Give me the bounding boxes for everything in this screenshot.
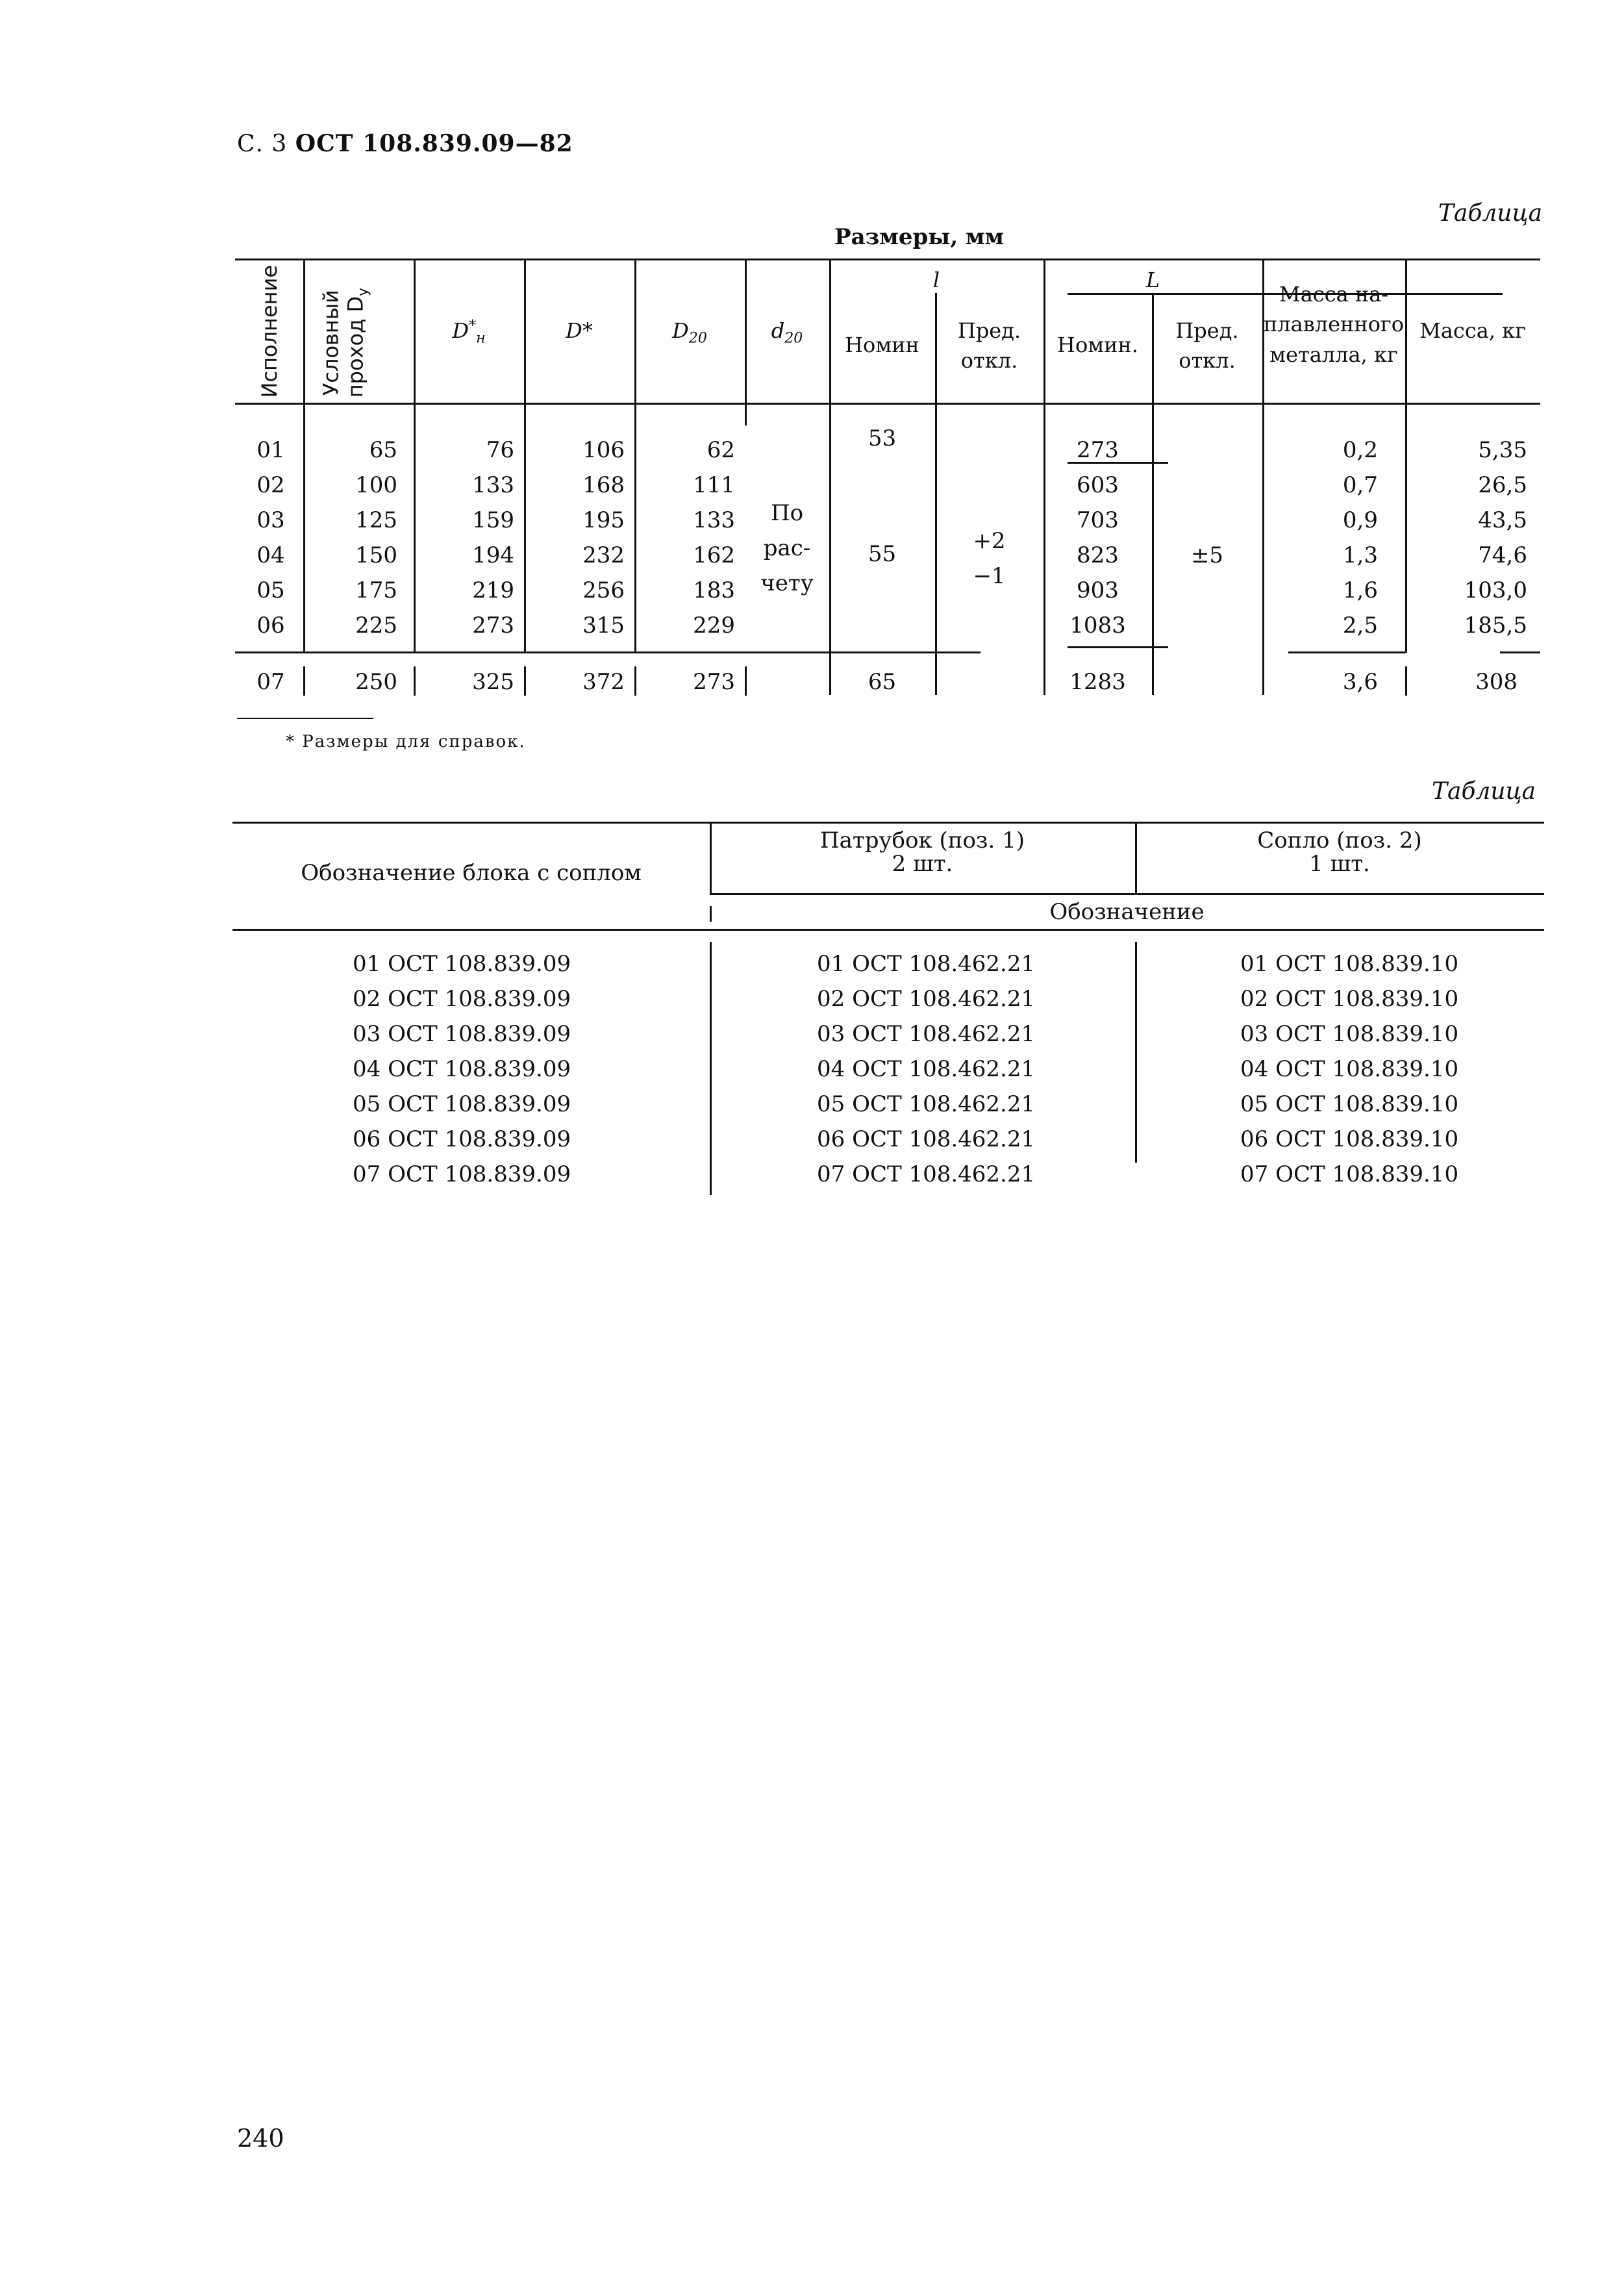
L-deviation: ±5 [1190, 542, 1224, 568]
l-deviation: +2 −1 [973, 528, 1006, 589]
row07-l-nom: 65 [868, 669, 897, 695]
row07-d: 372 [582, 669, 625, 695]
row07-dy: 250 [355, 669, 397, 695]
row07-mass-nap: 3,6 [1342, 669, 1378, 695]
col-mass-values: 5,35 26,5 43,5 74,6 103,0 185,5 [1464, 437, 1527, 638]
col-patrubok-values: 01 ОСТ 108.462.21 02 ОСТ 108.462.21 03 ОСТ 108.462.21 04 ОСТ 108.462.21 05 ОСТ 108.462.21 06 ОСТ 108.462.21 07 ОСТ 108.462.21 [817, 951, 1036, 1187]
page-number: 240 [237, 2124, 284, 2153]
footnote: * Размеры для справок. [286, 732, 526, 752]
table1-caption: Таблица [1438, 200, 1543, 227]
l-nom-01: 53 [868, 425, 897, 451]
col-massa-nap: Масса на- плавленного металла, кг [1264, 282, 1404, 367]
col-patrubok-header: Патрубок (поз. 1) 2 шт. [820, 828, 1025, 877]
col-l-small: l [932, 268, 940, 292]
col-dy-values: 65 100 125 150 175 225 [355, 437, 397, 638]
dimensions-table [235, 259, 1540, 713]
col-soplo-values: 01 ОСТ 108.839.10 02 ОСТ 108.839.10 03 ОСТ 108.839.10 04 ОСТ 108.839.10 05 ОСТ 108.839.10 06 ОСТ 108.839.10 07 ОСТ 108.839.10 [1240, 951, 1459, 1187]
table2-caption: Таблица [1432, 778, 1536, 805]
col-dn-values: 76 133 159 194 219 273 [472, 437, 514, 638]
col-uslovny: Условный проход $D_y$ [318, 287, 372, 398]
oboznachenie-header: Обозначение [1049, 899, 1205, 925]
designation-table [232, 822, 1544, 1237]
d20-po-raschetu: По рас- чету [760, 500, 814, 596]
col-dn: $D^*_н$ [452, 318, 486, 347]
col-d20: $D_{20}$ [672, 318, 707, 347]
col-d-values: 106 168 195 232 256 315 [582, 437, 625, 638]
l-nom-mid: 55 [868, 541, 897, 567]
row07-dn: 325 [472, 669, 514, 695]
col-ispolnenie: Исполнение [256, 264, 282, 398]
col-pred2: Пред. откл. [1175, 318, 1239, 373]
standard-number: ОСТ 108.839.09—82 [295, 130, 573, 157]
col-d-star: D* [566, 318, 593, 343]
col-mass-nap-values: 0,2 0,7 0,9 1,3 1,6 2,5 [1342, 437, 1378, 638]
page-prefix: С. 3 [237, 131, 288, 157]
footnote-rule [237, 718, 373, 719]
row07-d20: 273 [693, 669, 735, 695]
col-d20-small: $d_{20}$ [771, 318, 803, 347]
col-pred1: Пред. откл. [957, 318, 1021, 373]
col-nomin1: Номин [845, 333, 919, 357]
col-nomin2: Номин. [1057, 333, 1138, 357]
col-d20-values: 62 111 133 162 183 229 [693, 437, 735, 638]
row07-isp: 07 [256, 669, 285, 695]
col-block-header: Обозначение блока с соплом [301, 860, 642, 886]
col-massa: Масса, кг [1419, 318, 1526, 343]
page-header [237, 130, 573, 157]
col-isp-values: 01 02 03 04 05 06 [256, 437, 285, 638]
row07-mass: 308 [1475, 669, 1518, 695]
row07-L-nom: 1283 [1069, 669, 1126, 695]
table1-title: Размеры, мм [834, 224, 1005, 250]
col-l-big: L [1145, 268, 1160, 292]
col-block-values: 01 ОСТ 108.839.09 02 ОСТ 108.839.09 03 ОСТ 108.839.09 04 ОСТ 108.839.09 05 ОСТ 108.839.09 06 ОСТ 108.839.09 07 ОСТ 108.839.09 [353, 951, 571, 1187]
col-soplo-header: Сопло (поз. 2) 1 шт. [1257, 828, 1422, 877]
col-L-nom-values: 273 603 703 823 903 1083 [1069, 437, 1126, 638]
